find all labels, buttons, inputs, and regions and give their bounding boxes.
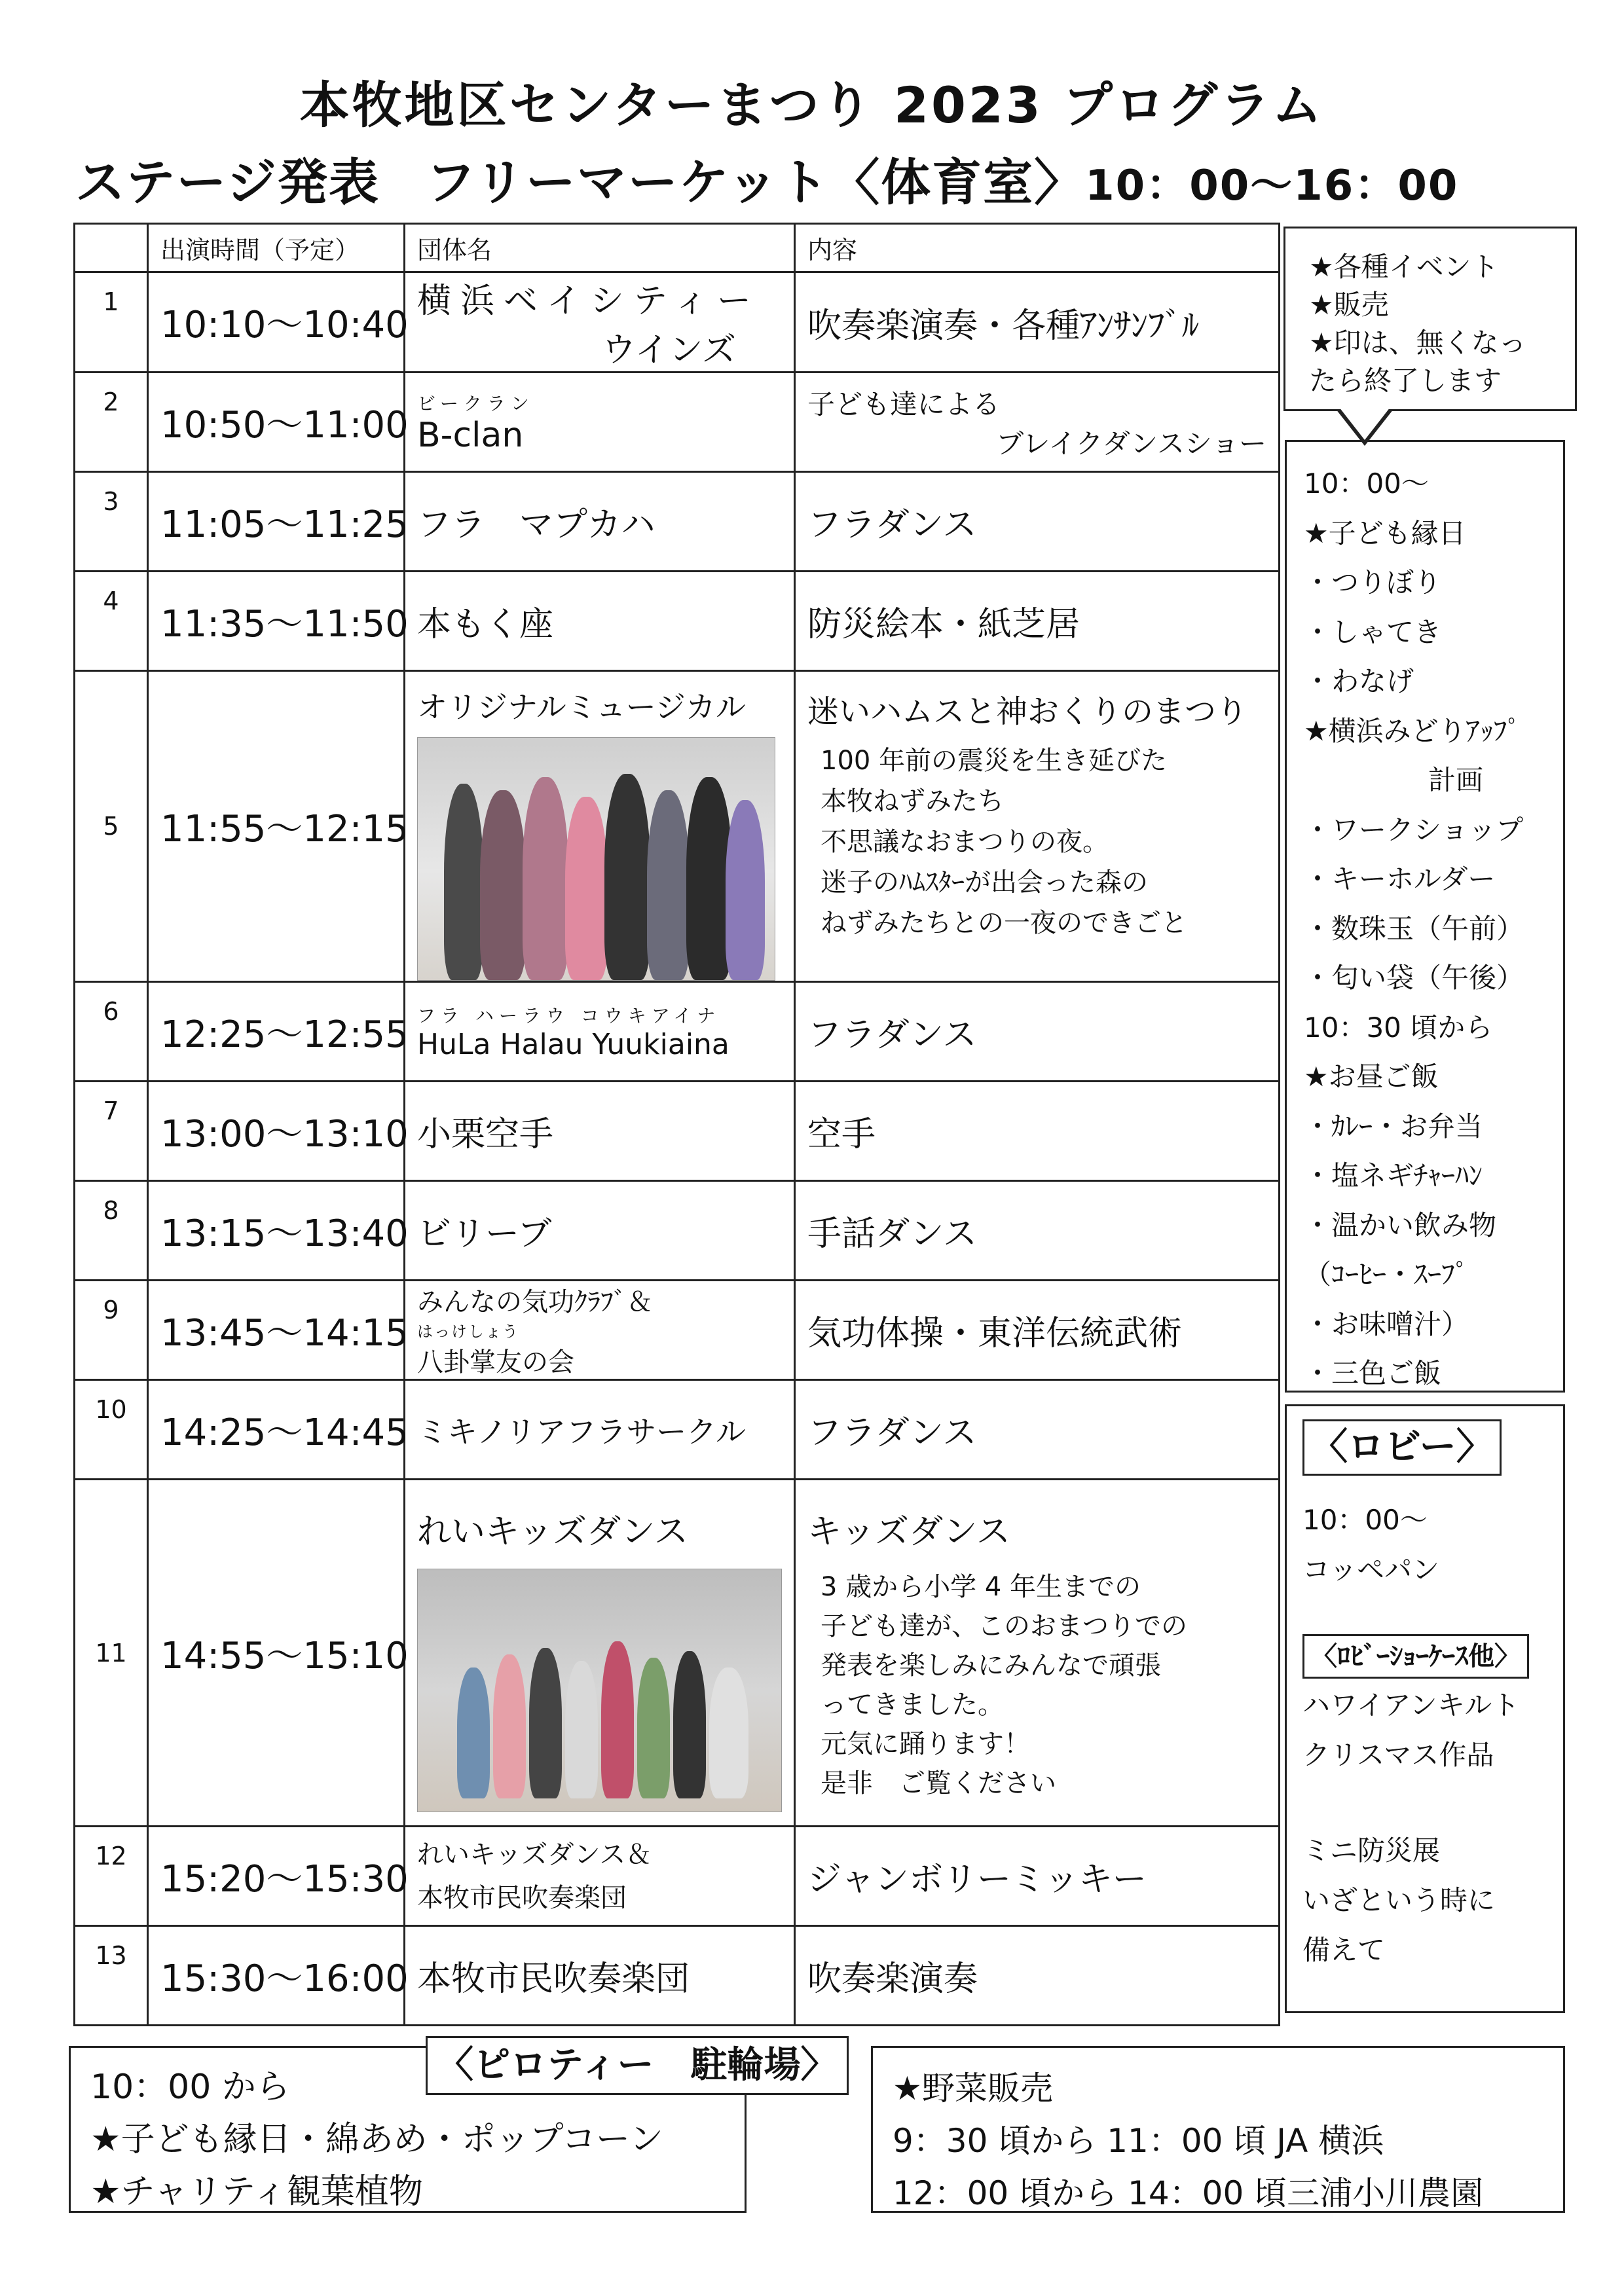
row-group — [405, 671, 795, 982]
row-content: 空手 — [795, 1082, 1280, 1181]
row-no: 11 — [75, 1480, 148, 1827]
event-line: ・匂い袋（午後） — [1304, 962, 1524, 994]
row-content: 気功体操・東洋伝統武術 — [795, 1281, 1280, 1380]
table-row — [75, 472, 1280, 572]
row-time: 11:05〜11:25 — [148, 472, 405, 572]
row-time: 12:25〜12:55 — [148, 982, 405, 1082]
desc-line: 100 年前の震災を生き延びた — [821, 746, 1168, 776]
event-line: ・つりぼり — [1304, 566, 1442, 598]
row-no: 9 — [75, 1281, 148, 1380]
bousai-line: いざという時に — [1302, 1884, 1496, 1916]
row-group: ミキノリアフラサークル — [405, 1380, 795, 1480]
event-line: ★横浜みどりｱｯﾌﾟ — [1304, 714, 1521, 747]
row-group — [405, 982, 795, 1082]
table-row — [75, 1380, 1280, 1480]
row-content: フラダンス — [795, 1380, 1280, 1480]
lobby-case-item: クリスマス作品 — [1302, 1739, 1494, 1771]
desc-line: 不思議なおまつりの夜。 — [821, 827, 1109, 857]
row-time: 10:50〜11:00 — [148, 373, 405, 472]
desc-line: 是非 ご覧ください — [821, 1768, 1056, 1798]
group-line: 八卦掌友の会 — [417, 1347, 574, 1377]
bubble-line: ★販売 — [1309, 289, 1389, 321]
row-time: 13:15〜13:40 — [148, 1181, 405, 1281]
content-line: 子ども達による — [807, 388, 1001, 420]
program-table — [73, 223, 1280, 2026]
group-ruby: フラ ハーラウ コウキアイナ — [417, 1005, 721, 1027]
row-no: 1 — [75, 272, 148, 373]
table-row — [75, 671, 1280, 982]
row-no: 7 — [75, 1082, 148, 1181]
event-line: ・お味噌汁） — [1304, 1307, 1469, 1340]
row-time: 14:25〜14:45 — [148, 1380, 405, 1480]
stage-label: ステージ発表 — [75, 153, 380, 211]
flea-market-label: フリーマーケット〈体育室〉 — [425, 153, 1086, 211]
row-time: 14:55〜15:10 — [148, 1480, 405, 1827]
content-description — [807, 740, 1266, 943]
legend-bubble — [1283, 227, 1577, 411]
header-group: 団体名 — [405, 224, 795, 272]
bousai-line: 備えて — [1302, 1934, 1386, 1966]
event-line: ・ｶﾚｰ・お弁当 — [1304, 1110, 1483, 1142]
header-no — [75, 224, 148, 272]
table-row — [75, 373, 1280, 472]
lobby-time: 10：00〜 — [1302, 1504, 1428, 1536]
row-group: ビリーブ — [405, 1181, 795, 1281]
musical-photo — [417, 737, 775, 981]
group-line: オリジナルミュージカル — [417, 689, 746, 725]
kids-dance-photo — [417, 1569, 782, 1812]
row-content: 防災絵本・紙芝居 — [795, 572, 1280, 671]
bousai-line: ミニ防災展 — [1302, 1834, 1441, 1867]
content-description — [807, 1567, 1266, 1803]
group-line: れいキッズダンス — [417, 1512, 688, 1552]
row-time: 10:10〜10:40 — [148, 272, 405, 373]
row-no: 3 — [75, 472, 148, 572]
lobby-title: 〈ロビー〉 — [1302, 1419, 1502, 1476]
event-line: ・塩ネギﾁｬｰﾊﾝ — [1304, 1159, 1483, 1192]
row-group — [405, 1281, 795, 1380]
desc-line: 元気に踊ります！ — [821, 1729, 1030, 1759]
lobby-case-item: ハワイアンキルト — [1302, 1689, 1520, 1721]
row-group — [405, 1480, 795, 1827]
desc-line: 子ども達が、このおまつりでの — [821, 1611, 1187, 1641]
table-row — [75, 982, 1280, 1082]
lobby-item: コッペパン — [1302, 1554, 1440, 1586]
table-header — [75, 224, 1280, 272]
row-group: 本牧市民吹奏楽団 — [405, 1926, 795, 2026]
event-line: 10：30 頃から — [1304, 1011, 1493, 1044]
piloti-right-box — [871, 2046, 1565, 2213]
event-line: ★子ども縁日 — [1304, 517, 1466, 549]
row-time: 11:35〜11:50 — [148, 572, 405, 671]
lobby-case-title: 〈ﾛﾋﾞｰｼｮｰｹｰｽ他〉 — [1302, 1634, 1529, 1679]
row-no: 10 — [75, 1380, 148, 1480]
table-row — [75, 1082, 1280, 1181]
event-line: ・しゃてき — [1304, 615, 1442, 648]
row-no: 4 — [75, 572, 148, 671]
event-line: 計画 — [1428, 764, 1484, 796]
content-title: キッズダンス — [807, 1512, 1010, 1552]
row-time: 15:20〜15:30 — [148, 1827, 405, 1926]
desc-line: 本牧ねずみたち — [821, 786, 1004, 816]
desc-line: 迷子のﾊﾑｽﾀｰが出会った森の — [821, 867, 1148, 898]
bubble-tail-inner — [1339, 407, 1390, 440]
desc-line: ってきました。 — [821, 1690, 1004, 1720]
event-line: ・温かい飲み物 — [1304, 1209, 1497, 1241]
group-line: れいキッズダンス＆ — [417, 1839, 652, 1870]
row-time: 15:30〜16:00 — [148, 1926, 405, 2026]
table-row — [75, 1181, 1280, 1281]
header-content: 内容 — [795, 224, 1280, 272]
group-line: 横浜ベイシティー — [417, 282, 760, 321]
page-title: 本牧地区センターまつり 2023 プログラム — [299, 76, 1325, 134]
event-line: ・わなげ — [1304, 665, 1414, 697]
event-line: ★お昼ご飯 — [1304, 1061, 1439, 1093]
bubble-line: たら終了します — [1309, 365, 1502, 397]
page-subtitle — [75, 143, 1458, 214]
event-line: ・ワークショップ — [1304, 813, 1524, 846]
row-content — [795, 373, 1280, 472]
bubble-line: ★各種イベント — [1309, 251, 1499, 283]
event-line: 10：00〜 — [1304, 467, 1429, 500]
group-line: 本牧市民吹奏楽団 — [417, 1882, 627, 1913]
event-line: ・キーホルダー — [1304, 863, 1496, 895]
row-group: 小栗空手 — [405, 1082, 795, 1181]
table-row — [75, 572, 1280, 671]
content-title: 迷いハムスと神おくりのまつり — [807, 693, 1248, 730]
desc-line: ねずみたちとの一夜のできごと — [821, 908, 1187, 938]
bubble-line: ★印は、無くなっ — [1309, 327, 1526, 359]
desc-line: 発表を楽しみにみんなで頑張 — [821, 1650, 1161, 1681]
group-line: B-clan — [417, 415, 524, 455]
row-content: 手話ダンス — [795, 1181, 1280, 1281]
group-line: みんなの気功ｸﾗﾌﾞ＆ — [417, 1287, 653, 1317]
row-no: 2 — [75, 373, 148, 472]
piloti-line: ★子ども縁日・綿あめ・ポップコーン — [90, 2120, 663, 2159]
row-no: 6 — [75, 982, 148, 1082]
row-group — [405, 1827, 795, 1926]
row-content: フラダンス — [795, 472, 1280, 572]
piloti-line: 9：30 頃から 11：00 頃 JA 横浜 — [893, 2122, 1384, 2160]
lobby-box — [1285, 1404, 1565, 2013]
row-no: 12 — [75, 1827, 148, 1926]
piloti-line: 12：00 頃から 14：00 頃三浦小川農園 — [893, 2174, 1484, 2212]
row-group: フラ マプカハ — [405, 472, 795, 572]
events-box — [1285, 440, 1565, 1393]
piloti-title: 〈ピロティー 駐輪場〉 — [426, 2036, 849, 2095]
row-time: 13:45〜14:15 — [148, 1281, 405, 1380]
row-content: 吹奏楽演奏 — [795, 1926, 1280, 2026]
row-no: 5 — [75, 671, 148, 982]
group-line: ウインズ — [602, 331, 736, 370]
hours-label: 10：00〜16：00 — [1085, 162, 1459, 210]
piloti-line: 10：00 から — [90, 2068, 290, 2107]
piloti-line: ★野菜販売 — [893, 2069, 1053, 2107]
row-content: 吹奏楽演奏・各種ｱﾝｻﾝﾌﾞﾙ — [795, 272, 1280, 373]
event-line: ・三色ご飯 — [1304, 1357, 1442, 1389]
content-line: ブレイクダンスショー — [996, 427, 1266, 460]
row-group — [405, 373, 795, 472]
row-time: 13:00〜13:10 — [148, 1082, 405, 1181]
row-no: 13 — [75, 1926, 148, 2026]
group-ruby: ビークラン — [417, 392, 534, 414]
event-line: ・数珠玉（午前） — [1304, 912, 1524, 945]
row-content — [795, 1480, 1280, 1827]
table-row — [75, 272, 1280, 373]
row-group: 本もく座 — [405, 572, 795, 671]
table-row — [75, 1926, 1280, 2026]
row-content — [795, 671, 1280, 982]
row-content: ジャンボリーミッキー — [795, 1827, 1280, 1926]
group-ruby: はっけしょう — [417, 1322, 519, 1341]
row-content: フラダンス — [795, 982, 1280, 1082]
event-line: （ｺｰﾋｰ・ｽｰﾌﾟ — [1304, 1258, 1469, 1290]
piloti-line: ★チャリティ観葉植物 — [90, 2172, 423, 2212]
row-time: 11:55〜12:15 — [148, 671, 405, 982]
table-row — [75, 1480, 1280, 1827]
row-group — [405, 272, 795, 373]
desc-line: 3 歳から小学 4 年生までの — [821, 1572, 1141, 1602]
group-line: HuLa Halau Yuukiaina — [417, 1028, 729, 1061]
row-no: 8 — [75, 1181, 148, 1281]
header-time: 出演時間（予定） — [148, 224, 405, 272]
table-row — [75, 1281, 1280, 1380]
table-row — [75, 1827, 1280, 1926]
